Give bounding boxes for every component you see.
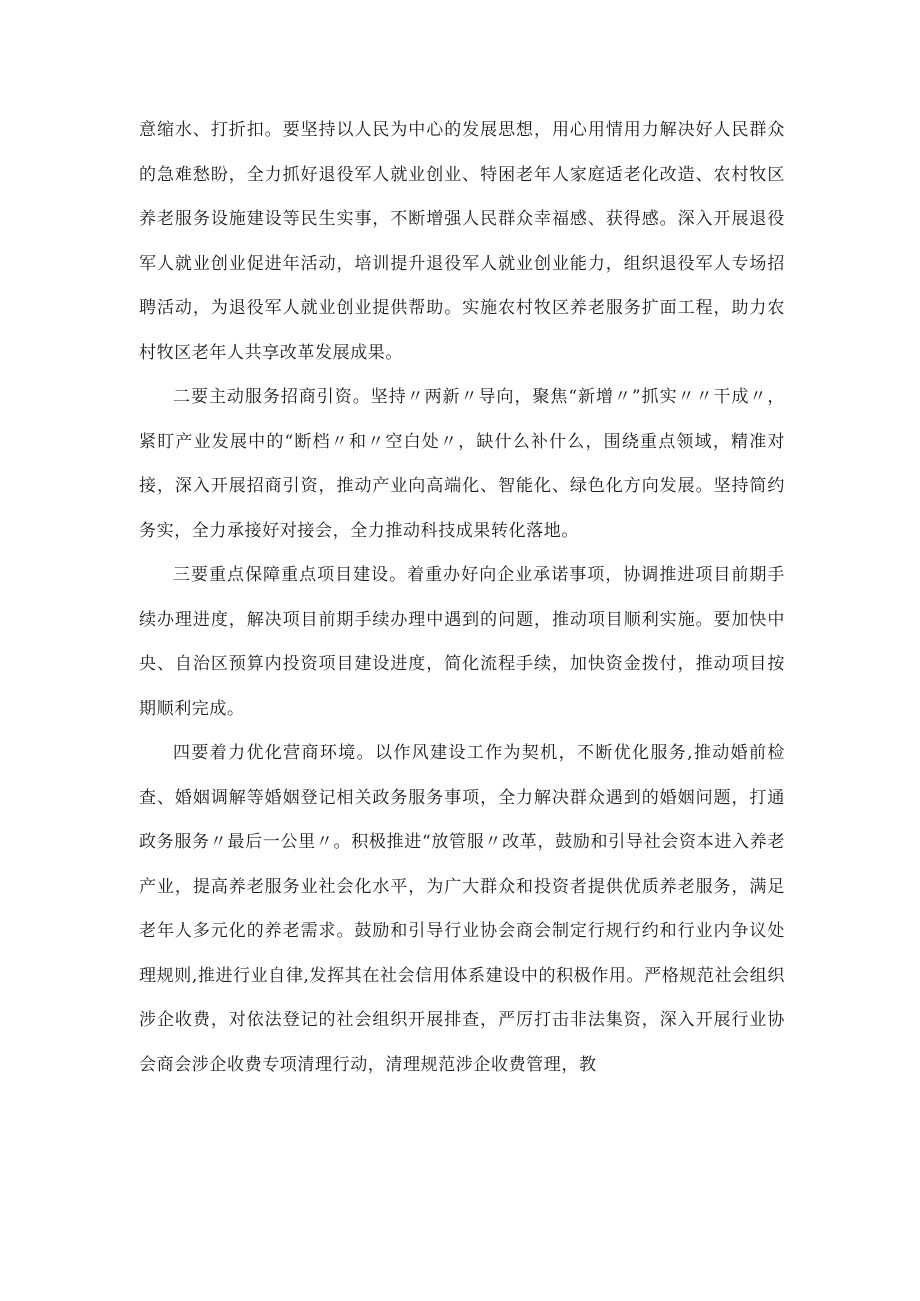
paragraph-key-projects: 三要重点保障重点项目建设。着重办好向企业承诺事项，协调推进项目前期手续办理进度，解决项目前期手续办理中遇到的问题，推动项目顺利实施。要加快中央、自治区预算内投资项目建设进度，简化流程手续，加快资金拨付，推动项目按期顺利完成。 bbox=[139, 565, 785, 719]
paragraph-continuation: 意缩水、打折扣。要坚持以人民为中心的发展思想，用心用情用力解决好人民群众的急难愁盼，全力抓好退役军人就业创业、特困老年人家庭适老化改造、农村牧区养老服务设施建设等民生实事，不断增强人民群众幸福感、获得感。深入开展退役军人就业创业促进年活动，培训提升退役军人就业创业能力，组织退役军人专场招聘活动，为退役军人就业创业提供帮助。实施农村牧区养老服务扩面工程，助力农村牧区老年人共享改革发展成果。 bbox=[139, 120, 785, 363]
paragraph-investment-attraction: 二要主动服务招商引资。坚持〃两新〃导向，聚焦“新增〃”抓实〃〃干成〃，紧盯产业发展中的“断档〃和〃空白处〃，缺什么补什么，围绕重点领域，精准对接，深入开展招商引资，推动产业向高端化、智能化、绿色化方向发展。坚持简约务实，全力承接好对接会，全力推动科技成果转化落地。 bbox=[139, 387, 785, 541]
paragraph-business-environment: 四要着力优化营商环境。以作风建设工作为契机，不断优化服务,推动婚前检查、婚姻调解等婚姻登记相关政务服务事项，全力解决群众遇到的婚姻问题，打通政务服务〃最后一公里〃。积极推进“放管服〃改革，鼓励和引导社会资本进入养老产业，提高养老服务业社会化水平，为广大群众和投资者提供优质养老服务，满足老年人多元化的养老需求。鼓励和引导行业协会商会制定行规行约和行业内争议处理规则,推进行业自律,发挥其在社会信用体系建设中的积极作用。严格规范社会组织涉企收费，对依法登记的社会组织开展排查，严厉打击非法集资，深入开展行业协会商会涉企收费专项清理行动，清理规范涉企收费管理，教 bbox=[139, 743, 785, 1075]
document-body bbox=[139, 108, 785, 1087]
